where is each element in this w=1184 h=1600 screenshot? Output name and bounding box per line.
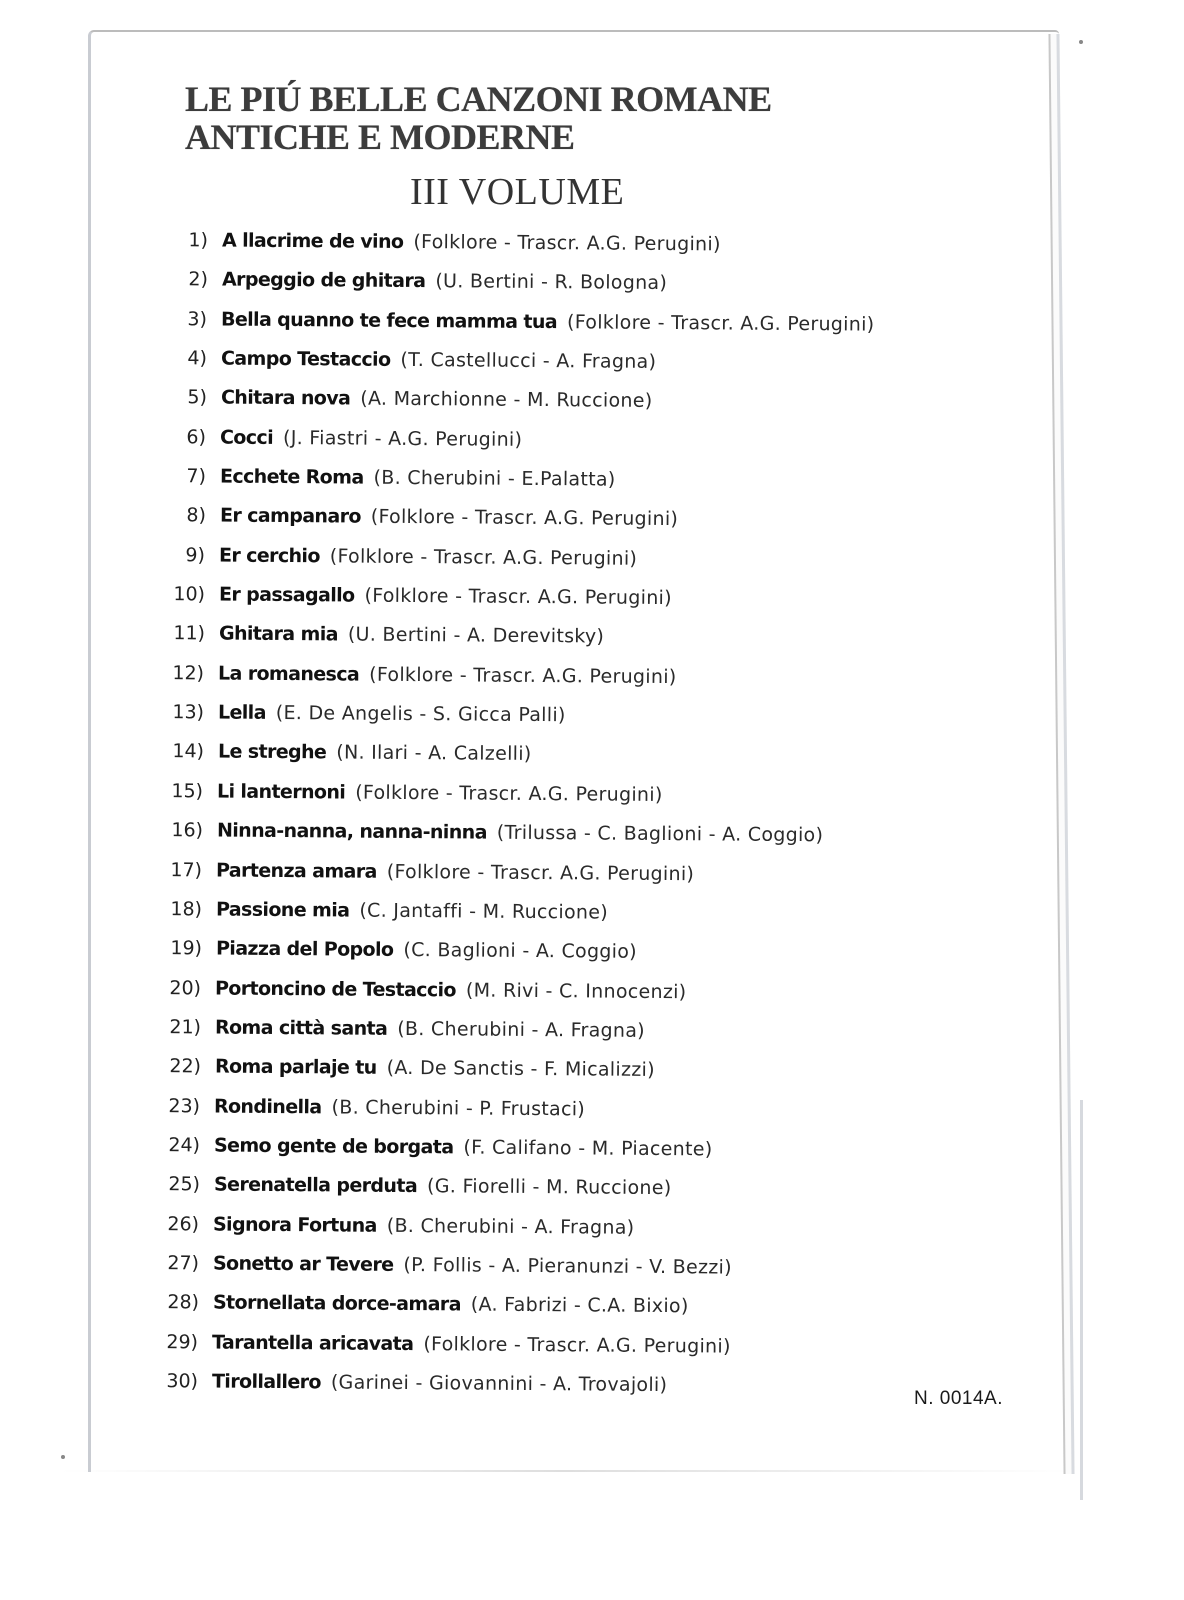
song-title: Partenza amara (216, 859, 378, 883)
song-number: 11) (172, 622, 205, 645)
song-list-item (153, 1055, 655, 1081)
song-number: 20) (169, 976, 202, 999)
song-title: Rondinella (214, 1095, 323, 1118)
song-number: 10) (173, 583, 205, 606)
song-credits: (G. Fiorelli - M. Ruccione) (426, 1175, 672, 1200)
song-title: Bella quanno te fece mamma tua (221, 308, 558, 333)
song-number: 21) (169, 1016, 202, 1039)
song-list-item (152, 1173, 672, 1199)
song-title: Cocci (220, 426, 274, 449)
song-list-item (151, 1252, 732, 1279)
song-title: Chitara nova (220, 386, 350, 410)
song-number: 28) (167, 1291, 199, 1314)
song-number: 16) (171, 819, 203, 842)
song-number: 13) (172, 701, 204, 724)
song-credits: (J. Fiastri - A.G. Perugini) (283, 426, 523, 451)
song-credits: (B. Cherubini - A. Fragna) (387, 1214, 635, 1239)
title-line-1: LE PIÚ BELLE CANZONI ROMANE (185, 79, 772, 119)
song-title: Portoncino de Testaccio (215, 977, 457, 1001)
song-title: Serenatella perduta (213, 1173, 417, 1198)
song-credits: (C. Baglioni - A. Coggio) (403, 939, 637, 963)
song-number: 1) (188, 229, 209, 252)
song-list-item (150, 1331, 731, 1358)
song-title: Signora Fortuna (213, 1213, 378, 1237)
song-credits: (P. Follis - A. Pieranunzi - V. Bezzi) (403, 1253, 733, 1279)
song-credits: (B. Cherubini - E.Palatta) (373, 466, 616, 491)
song-credits: (Folklore - Trascr. A.G. Perugini) (387, 860, 695, 885)
song-credits: (Folklore - Trascr. A.G. Perugini) (355, 781, 663, 806)
song-list-item (152, 1134, 713, 1160)
song-number: 26) (167, 1212, 200, 1235)
song-number: 27) (167, 1252, 200, 1275)
song-list-item (159, 386, 653, 412)
song-list-item (156, 701, 566, 726)
song-credits: (Folklore - Trascr. A.G. Perugini) (329, 545, 638, 570)
song-list-item (154, 859, 694, 885)
song-title: Ninna-nanna, nanna-ninna (216, 819, 487, 844)
song-list-item (160, 229, 721, 255)
song-credits: (Folklore - Trascr. A.G. Perugini) (369, 663, 677, 688)
song-credits: (N. Ilari - A. Calzelli) (335, 741, 532, 766)
song-title: Arpeggio de ghitara (221, 268, 426, 293)
song-credits: (A. Fabrizi - C.A. Bixio) (470, 1293, 689, 1318)
song-number: 2) (188, 268, 208, 291)
song-number: 14) (171, 740, 204, 763)
song-credits: (E. De Angelis - S. Gicca Palli) (275, 702, 566, 727)
song-credits: (Folklore - Trascr. A.G. Perugini) (423, 1332, 732, 1358)
song-credits: (U. Bertini - A. Derevitsky) (347, 623, 604, 648)
song-list-item (155, 740, 531, 765)
song-credits: (Folklore - Trascr. A.G. Perugini) (413, 230, 721, 256)
song-number: 12) (172, 661, 205, 685)
song-number: 29) (166, 1330, 199, 1354)
song-list-item (160, 268, 667, 294)
song-title: Sonetto ar Tevere (212, 1252, 394, 1276)
song-list-item (155, 819, 823, 846)
song-number: 18) (170, 897, 203, 921)
song-list-item (156, 622, 603, 648)
song-number: 8) (185, 504, 206, 527)
song-number: 3) (187, 307, 208, 331)
song-list-item (151, 1291, 689, 1317)
song-title: Passione mia (216, 898, 350, 922)
song-number: 6) (186, 425, 207, 449)
song-credits: (A. Marchionne - M. Ruccione) (359, 387, 653, 413)
song-title: Li lanternoni (217, 780, 346, 804)
song-number: 9) (185, 543, 206, 567)
song-title: Stornellata dorce-amara (212, 1291, 461, 1316)
song-list-item (153, 977, 687, 1003)
song-credits: (Trilussa - C. Baglioni - A. Coggio) (496, 821, 824, 847)
song-credits: (C. Jantaffi - M. Ruccione) (359, 899, 609, 924)
song-credits: (M. Rivi - C. Innocenzi) (466, 979, 687, 1003)
song-number: 22) (169, 1055, 201, 1078)
song-number: 5) (187, 386, 207, 409)
song-number: 4) (187, 347, 208, 370)
song-title: Ecchete Roma (219, 465, 364, 489)
song-number: 23) (168, 1094, 201, 1117)
song-number: 7) (186, 465, 207, 488)
song-list-item (150, 1370, 667, 1396)
song-title: Er passagallo (218, 583, 355, 607)
song-number: 15) (171, 779, 204, 803)
song-list-item (154, 937, 637, 963)
song-title: Piazza del Popolo (215, 937, 394, 962)
song-title: Campo Testaccio (220, 347, 391, 371)
song-title: Tarantella aricavata (212, 1331, 414, 1355)
song-list-item (158, 426, 522, 451)
song-title: Roma parlaje tu (214, 1055, 377, 1079)
song-credits: (A. De Sanctis - F. Micalizzi) (386, 1057, 655, 1082)
song-number: 17) (170, 858, 203, 881)
song-list-item (153, 1016, 645, 1042)
song-title: Ghitara mia (218, 622, 338, 646)
song-title: A llacrime de vino (221, 229, 404, 253)
song-title: Roma città santa (215, 1016, 388, 1040)
song-list-item (158, 465, 616, 491)
song-number: 25) (168, 1173, 200, 1196)
song-credits: (Folklore - Trascr. A.G. Perugini) (364, 584, 672, 610)
song-title: Tirollallero (211, 1370, 321, 1394)
song-credits: (U. Bertini - R. Bologna) (434, 270, 667, 295)
song-list-item (157, 544, 637, 570)
song-list-item (157, 583, 672, 609)
song-credits: (B. Cherubini - P. Frustaci) (331, 1095, 586, 1120)
song-list-item (151, 1213, 635, 1239)
song-list-item (155, 780, 663, 806)
song-credits: (Folklore - Trascr. A.G. Perugini) (567, 310, 875, 336)
volume-heading: III VOLUME (410, 171, 625, 213)
song-list-item (152, 1095, 585, 1120)
song-number: 30) (166, 1370, 199, 1393)
song-credits: (B. Cherubini - A. Fragna) (397, 1017, 646, 1042)
song-list-item (157, 504, 677, 530)
song-credits: (Garinei - Giovannini - A. Trovajoli) (330, 1371, 668, 1397)
song-title: Le streghe (217, 740, 326, 764)
song-credits: (T. Castellucci - A. Fragna) (400, 348, 657, 373)
song-list-item (156, 662, 677, 688)
song-list-item (159, 308, 875, 336)
catalog-number: N. 0014A. (914, 1388, 1003, 1409)
song-credits: (Folklore - Trascr. A.G. Perugini) (370, 506, 678, 531)
song-title: Lella (217, 701, 266, 724)
song-credits: (F. Califano - M. Piacente) (463, 1136, 713, 1161)
title-line-2: ANTICHE E MODERNE (185, 117, 575, 157)
song-number: 24) (168, 1134, 201, 1157)
song-number: 19) (170, 937, 202, 960)
song-title: La romanesca (218, 662, 360, 686)
song-title: Er campanaro (219, 504, 361, 528)
song-list-item (154, 898, 608, 924)
song-list-item (159, 347, 656, 373)
song-title: Er cerchio (219, 544, 321, 568)
song-title: Semo gente de borgata (213, 1134, 454, 1159)
